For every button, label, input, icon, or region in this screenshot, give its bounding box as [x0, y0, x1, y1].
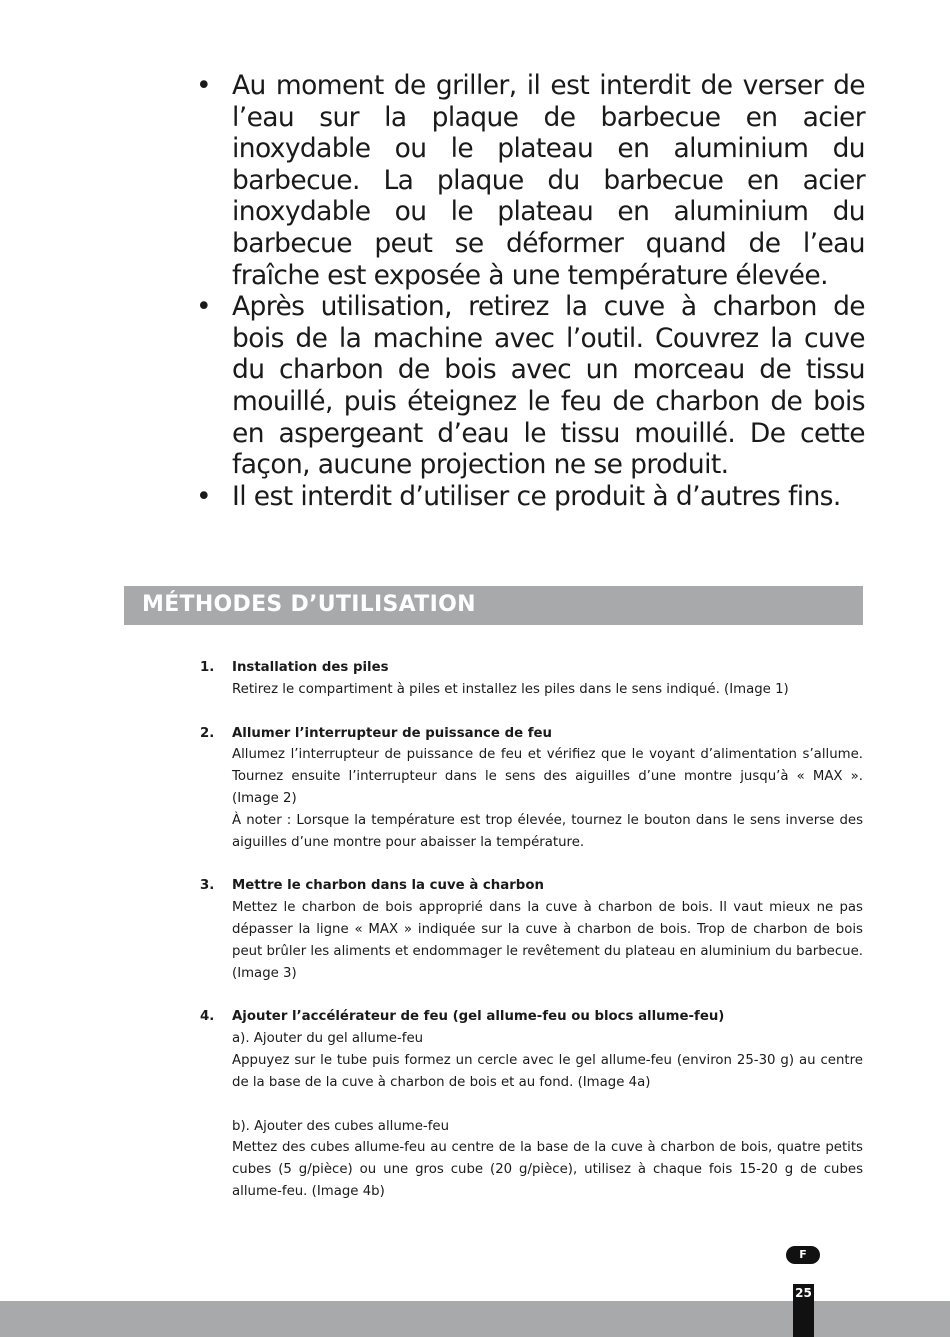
step-number: 1. [200, 660, 215, 675]
step-paragraph: Mettez des cubes allume-feu au centre de la base de la cuve à charbon de bois, quatre petits cubes (5 g/pièce) ou une gros cube (20 g/pièce), utilisez à chaque fois 15-20 g de cubes allume-feu. (Image 4b) [232, 1140, 863, 1199]
step-3 [200, 875, 863, 984]
step-number: 2. [200, 725, 215, 741]
step-title: Allumer l’interrupteur de puissance de feu [232, 725, 553, 741]
step-title: Installation des piles [232, 660, 389, 675]
step-title: Mettre le charbon dans la cuve à charbon [232, 878, 544, 894]
step-1 [200, 657, 863, 701]
steps-list [200, 657, 863, 1225]
paragraph-gap [232, 1094, 863, 1116]
bullet-dot: • [196, 291, 212, 323]
section-header-bar [124, 586, 863, 625]
step-number: 3. [200, 878, 215, 894]
bullet-text: Au moment de griller, il est interdit de verser de l’eau sur la plaque de barbecue en acier inoxydable ou le plateau en aluminium du barbecue. La plaque du barbecue en acier inoxydable ou le plateau en aluminium du barbecue peut se déformer quand de l’eau fraîche est exposée à une température élevée. [232, 70, 865, 291]
page-number: 25 [795, 1286, 812, 1300]
bullet-dot: • [196, 480, 212, 512]
language-badge: F [786, 1246, 820, 1264]
step-note: À noter : Lorsque la température est trop élevée, tournez le bouton dans le sens inverse des aiguilles d’une montre pour abaisser la température. [232, 812, 863, 850]
step-title: Ajouter l’accélérateur de feu (gel allume-feu ou blocs allume-feu) [232, 1009, 725, 1025]
step-paragraph: Retirez le compartiment à piles et installez les piles dans le sens indiqué. (Image 1) [232, 681, 789, 697]
warning-bullet-list [190, 70, 865, 512]
bullet-item [190, 70, 865, 291]
substep-heading: b). Ajouter des cubes allume-feu [232, 1118, 449, 1134]
step-paragraph: Mettez le charbon de bois approprié dans la cuve à charbon de bois. Il vaut mieux ne pas dépasser la ligne « MAX » indiquée sur la cuve à charbon de bois. Trop de charbon de bois peut brûler les aliments et endommager le revêtement du plateau en aluminium du barbecue. (Image 3) [232, 900, 863, 981]
bullet-text: Après utilisation, retirez la cuve à charbon de bois de la machine avec l’outil. Couvrez la cuve du charbon de bois avec un morceau de tissu mouillé, puis éteignez le feu de charbon de bois en aspergeant d’eau le tissu mouillé. De cette façon, aucune projection ne se produit. [232, 291, 865, 481]
bullet-dot: • [196, 70, 212, 101]
bullet-text: Il est interdit d’utiliser ce produit à d’autres fins. [232, 480, 841, 512]
step-2 [200, 723, 863, 854]
step-number: 4. [200, 1009, 215, 1025]
step-paragraph: Allumez l’interrupteur de puissance de feu et vérifiez que le voyant d’alimentation s’allume. Tournez ensuite l’interrupteur dans le sens des aiguilles d’une montre jusqu’à « MAX ». (Image 2) [232, 747, 863, 806]
bullet-item [190, 481, 865, 513]
section-title: MÉTHODES D’UTILISATION [142, 592, 476, 617]
substep-heading: a). Ajouter du gel allume-feu [232, 1031, 424, 1047]
bullet-item [190, 291, 865, 481]
step-4 [200, 1006, 863, 1202]
step-paragraph: Appuyez sur le tube puis formez un cercle avec le gel allume-feu (environ 25-30 g) au centre de la base de la cuve à charbon de bois et au fond. (Image 4a) [232, 1052, 863, 1090]
